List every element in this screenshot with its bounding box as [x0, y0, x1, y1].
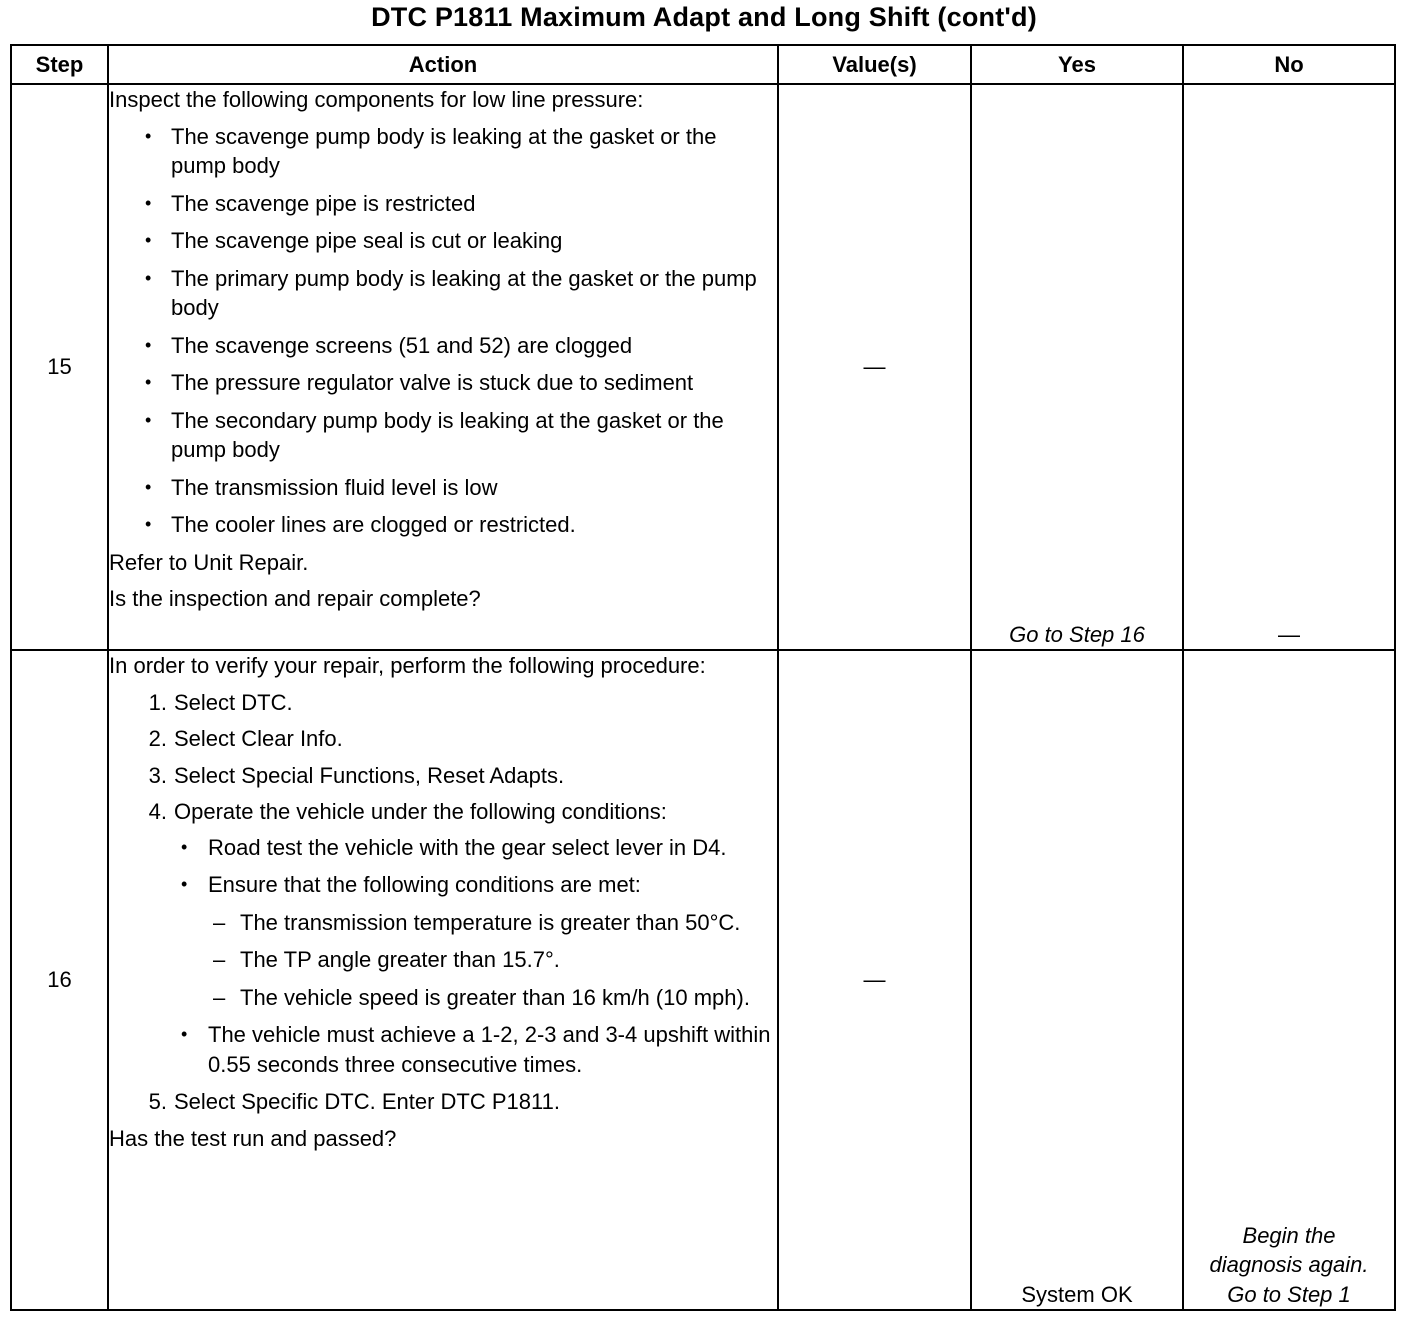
list-item: • The scavenge pipe seal is cut or leaking	[109, 226, 777, 256]
list-item: • The scavenge screens (51 and 52) are clogged	[109, 331, 777, 361]
step-text: Operate the vehicle under the following conditions:	[174, 799, 667, 824]
step-number: 16	[11, 650, 108, 1310]
condition-list	[109, 833, 777, 1080]
step-marker: 2.	[148, 726, 167, 751]
no-cell: —	[1183, 84, 1395, 650]
table-row-step-15	[11, 84, 1395, 650]
requirement-list	[109, 908, 777, 1013]
no-line: diagnosis again.	[1209, 1252, 1369, 1277]
step-marker: 1.	[148, 689, 167, 715]
question-text: Has the test run and passed?	[109, 1125, 397, 1151]
refer-text: Refer to Unit Repair.	[109, 549, 309, 575]
page-title: DTC P1811 Maximum Adapt and Long Shift (cont'd)	[371, 2, 1037, 32]
table-row-step-16	[11, 650, 1395, 1310]
list-item: • The scavenge pipe is restricted	[109, 189, 777, 219]
header-no: No	[1183, 45, 1395, 84]
list-item	[109, 688, 777, 718]
dash-text: The vehicle speed is greater than 16 km/h (10 mph).	[240, 984, 750, 1010]
list-item: – The TP angle greater than 15.7°.	[213, 947, 560, 972]
step-marker: 3.	[148, 762, 167, 788]
value-cell: —	[778, 84, 971, 650]
list-item: • The vehicle must achieve a 1-2, 2-3 and 3-4 upshift within 0.55 seconds three consecutive times.	[109, 1020, 777, 1079]
header-row	[11, 45, 1395, 84]
list-item: • The secondary pump body is leaking at the gasket or the pump body	[109, 406, 777, 465]
action-intro: In order to verify your repair, perform the following procedure:	[109, 653, 706, 678]
yes-cell: System OK	[971, 650, 1183, 1310]
list-item	[109, 1087, 777, 1117]
no-line: Begin the	[1242, 1222, 1336, 1248]
sub-bullet-text: Ensure that the following conditions are met:	[208, 872, 641, 897]
list-item: • The transmission fluid level is low	[109, 473, 777, 503]
dash-text: The transmission temperature is greater than 50°C.	[240, 909, 741, 935]
step-text: Select Special Functions, Reset Adapts.	[174, 762, 565, 788]
action-cell	[108, 650, 778, 1310]
step-marker: 4.	[148, 799, 167, 824]
dtc-table	[10, 44, 1396, 1311]
list-item	[109, 870, 777, 1012]
step-text: Select DTC.	[174, 689, 293, 715]
step-marker: 5.	[148, 1089, 167, 1114]
list-item: • The pressure regulator valve is stuck due to sediment	[109, 368, 777, 398]
list-item: • The scavenge pump body is leaking at the gasket or the pump body	[109, 122, 777, 181]
header-step: Step	[11, 45, 108, 84]
header-yes: Yes	[971, 45, 1183, 84]
component-list	[109, 122, 777, 540]
list-item	[109, 724, 777, 754]
list-item: • The cooler lines are clogged or restricted.	[109, 510, 777, 540]
header-values: Value(s)	[778, 45, 971, 84]
no-line: Go to Step 1	[1227, 1281, 1351, 1307]
procedure-list	[109, 688, 777, 1117]
step-number: 15	[11, 84, 108, 650]
dash-text: The TP angle greater than 15.7°.	[240, 947, 560, 972]
list-item: – The transmission temperature is greater than 50°C.	[213, 909, 741, 935]
list-item	[109, 797, 777, 1079]
yes-cell: Go to Step 16	[971, 84, 1183, 650]
step-text: Select Specific DTC. Enter DTC P1811.	[174, 1089, 560, 1114]
no-cell	[1183, 650, 1395, 1310]
action-intro: Inspect the following components for low line pressure:	[109, 87, 644, 112]
action-cell	[108, 84, 778, 650]
question-text: Is the inspection and repair complete?	[109, 586, 481, 611]
header-action: Action	[108, 45, 778, 84]
list-item: • The primary pump body is leaking at the gasket or the pump body	[109, 264, 777, 323]
list-item	[109, 761, 777, 791]
value-cell: —	[778, 650, 971, 1310]
list-item: – The vehicle speed is greater than 16 km/h (10 mph).	[213, 984, 750, 1010]
step-text: Select Clear Info.	[174, 726, 343, 751]
list-item: • Road test the vehicle with the gear select lever in D4.	[109, 833, 777, 863]
